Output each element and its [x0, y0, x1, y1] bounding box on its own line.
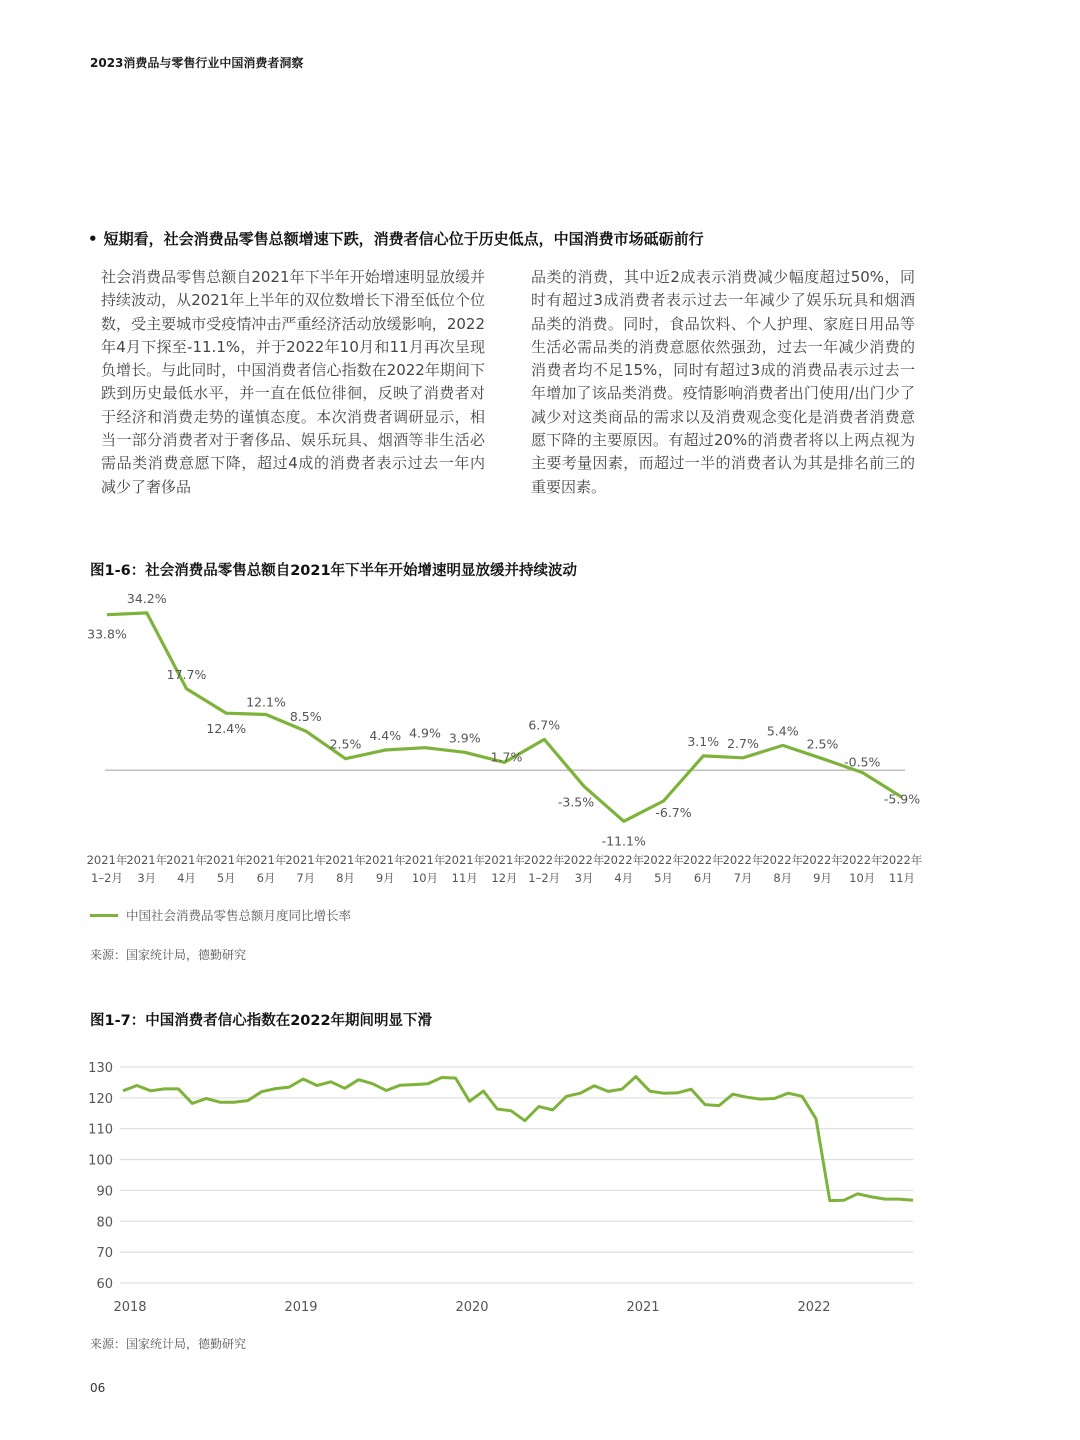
x-tick-label: 6月 — [256, 871, 276, 885]
data-label: 2.5% — [806, 736, 839, 752]
y-tick-label: 110 — [88, 1122, 113, 1138]
data-label: 12.4% — [206, 721, 247, 737]
data-label: -6.7% — [655, 805, 692, 821]
x-tick-label: 10月 — [411, 871, 439, 885]
x-tick-label: 3月 — [137, 871, 157, 885]
x-tick-label: 6月 — [693, 871, 713, 885]
data-label: 33.8% — [87, 626, 127, 642]
x-tick-label: 2022年 — [762, 853, 804, 867]
legend-label: 中国社会消费品零售总额月度同比增长率 — [126, 908, 352, 923]
x-tick-label: 1–2月 — [528, 871, 561, 885]
data-label: 4.9% — [409, 725, 441, 741]
x-tick-label: 10月 — [849, 871, 876, 885]
x-tick-label: 2022年 — [841, 853, 883, 867]
x-tick-label: 8月 — [336, 871, 355, 885]
data-label: 4.4% — [369, 727, 402, 743]
legend-swatch — [90, 914, 118, 917]
data-label: -5.9% — [883, 791, 921, 807]
y-tick-label: 80 — [96, 1215, 113, 1231]
x-tick-label: 2021年 — [285, 853, 327, 867]
x-tick-label: 2021 — [626, 1300, 660, 1315]
x-tick-label: 2022年 — [603, 853, 645, 867]
x-tick-label: 2022年 — [722, 853, 764, 867]
data-label: 3.9% — [448, 730, 481, 746]
figure-1-title: 图1-6：社会消费品零售总额自2021年下半年开始增速明显放缓并持续波动 — [90, 563, 578, 579]
x-tick-label: 2021年 — [444, 853, 486, 867]
x-tick-label: 4月 — [614, 871, 634, 885]
y-tick-label: 70 — [96, 1246, 113, 1262]
x-tick-label: 2022年 — [523, 853, 565, 867]
x-tick-label: 2022年 — [682, 853, 724, 867]
chart-legend — [90, 906, 351, 924]
bullet-icon: • — [88, 230, 98, 248]
page-number: 06 — [90, 1381, 106, 1395]
x-tick-label: 12月 — [491, 871, 518, 885]
x-tick-label: 2018 — [113, 1300, 147, 1315]
x-tick-label: 4月 — [177, 871, 196, 885]
x-tick-label: 2022年 — [802, 853, 843, 867]
data-label: 6.7% — [528, 717, 561, 733]
consumer-confidence-chart — [0, 1050, 1080, 1325]
data-label: 1.7% — [490, 749, 523, 765]
x-tick-label: 2021年 — [245, 853, 287, 867]
x-tick-label: 2022 — [797, 1300, 831, 1315]
x-tick-label: 9月 — [813, 871, 832, 885]
data-label: 2.7% — [727, 735, 759, 751]
x-tick-label: 9月 — [375, 871, 395, 885]
retail-sales-growth-chart — [0, 590, 1080, 890]
x-tick-label: 5月 — [216, 871, 236, 885]
x-tick-label: 2021年 — [404, 853, 446, 867]
x-tick-label: 2021年 — [484, 853, 525, 867]
report-header: 2023消费品与零售行业中国消费者洞察 — [90, 56, 304, 70]
data-label: -3.5% — [557, 794, 595, 810]
x-tick-label: 2021年 — [166, 853, 207, 867]
y-tick-label: 60 — [96, 1277, 113, 1292]
figure-2-source: 来源：国家统计局，德勤研究 — [90, 1337, 247, 1351]
data-label: 34.2% — [126, 590, 167, 606]
figure-1-source: 来源：国家统计局，德勤研究 — [90, 948, 247, 962]
data-label: 2.5% — [329, 736, 362, 752]
data-label: 17.7% — [166, 666, 207, 682]
y-tick-label: 100 — [88, 1153, 113, 1169]
data-label: -0.5% — [844, 754, 881, 770]
y-tick-label: 90 — [96, 1184, 113, 1200]
data-label: -11.1% — [601, 833, 646, 849]
section-title-text: 短期看，社会消费品零售总额增速下跌，消费者信心位于历史低点，中国消费市场砥砺前行 — [103, 230, 704, 248]
x-tick-label: 5月 — [654, 871, 673, 885]
x-tick-label: 7月 — [296, 871, 316, 885]
x-tick-label: 2019 — [284, 1300, 318, 1315]
data-label: 5.4% — [766, 723, 799, 739]
body-paragraph-right: 品类的消费，其中近2成表示消费减少幅度超过50%，同时有超过3成消费者表示过去一年减少了娱乐玩具和烟酒品类的消费。同时，食品饮料、个人护理、家庭日用品等生活必需品类的消费意愿依然强劲，过去一年减少消费的消费者均不足15%，同时有超过3成的消费品表示过去一年增加了该品类消费。疫情影响消费者出门使用/出门少了减少对这类商品的需求以及消费观念变化是消费者消费意愿下降的主要原因。有超过20%的消费者将以上两点视为主要考量因素，而超过一半的消费者认为其是排名前三的重要因素。 — [531, 268, 915, 496]
x-tick-label: 2021年 — [325, 853, 366, 867]
x-tick-label: 2022年 — [643, 853, 684, 867]
series-line — [123, 1077, 913, 1201]
x-tick-label: 2021年 — [205, 853, 247, 867]
x-tick-label: 11月 — [888, 871, 916, 885]
x-tick-label: 2021年 — [86, 853, 128, 867]
series-line — [107, 613, 902, 821]
figure-2-title: 图1-7：中国消费者信心指数在2022年期间明显下滑 — [90, 1013, 433, 1029]
section-title — [88, 228, 704, 249]
x-tick-label: 11月 — [451, 871, 478, 885]
body-paragraph-left: 社会消费品零售总额自2021年下半年开始增速明显放缓并持续波动，从2021年上半年的双位数增长下滑至低位个位数，受主要城市受疫情冲击严重经济活动放缓影响，2022年4月下探至-11.1%，并于2022年10月和11月再次呈现负增长。与此同时，中国消费者信心指数在2022年期间下跌到历史最低水平，并一直在低位徘徊，反映了消费者对于经济和消费走势的谨慎态度。本次消费者调研显示，相当一部分消费者对于奢侈品、娱乐玩具、烟酒等非生活必需品类消费意愿下降，超过4成的消费者表示过去一年内减少了奢侈品 — [101, 268, 485, 496]
x-tick-label: 1–2月 — [91, 871, 123, 885]
data-label: 8.5% — [289, 709, 322, 725]
data-label: 12.1% — [246, 694, 286, 710]
x-tick-label: 3月 — [574, 871, 594, 885]
x-tick-label: 2021年 — [364, 853, 406, 867]
y-tick-label: 130 — [88, 1061, 113, 1076]
data-label: 3.1% — [687, 733, 720, 749]
y-tick-label: 120 — [88, 1091, 113, 1107]
x-tick-label: 8月 — [773, 871, 793, 885]
x-tick-label: 2022年 — [563, 853, 605, 867]
x-tick-label: 2022年 — [881, 853, 923, 867]
x-tick-label: 7月 — [733, 871, 753, 885]
x-tick-label: 2020 — [455, 1300, 489, 1315]
x-tick-label: 2021年 — [126, 853, 168, 867]
